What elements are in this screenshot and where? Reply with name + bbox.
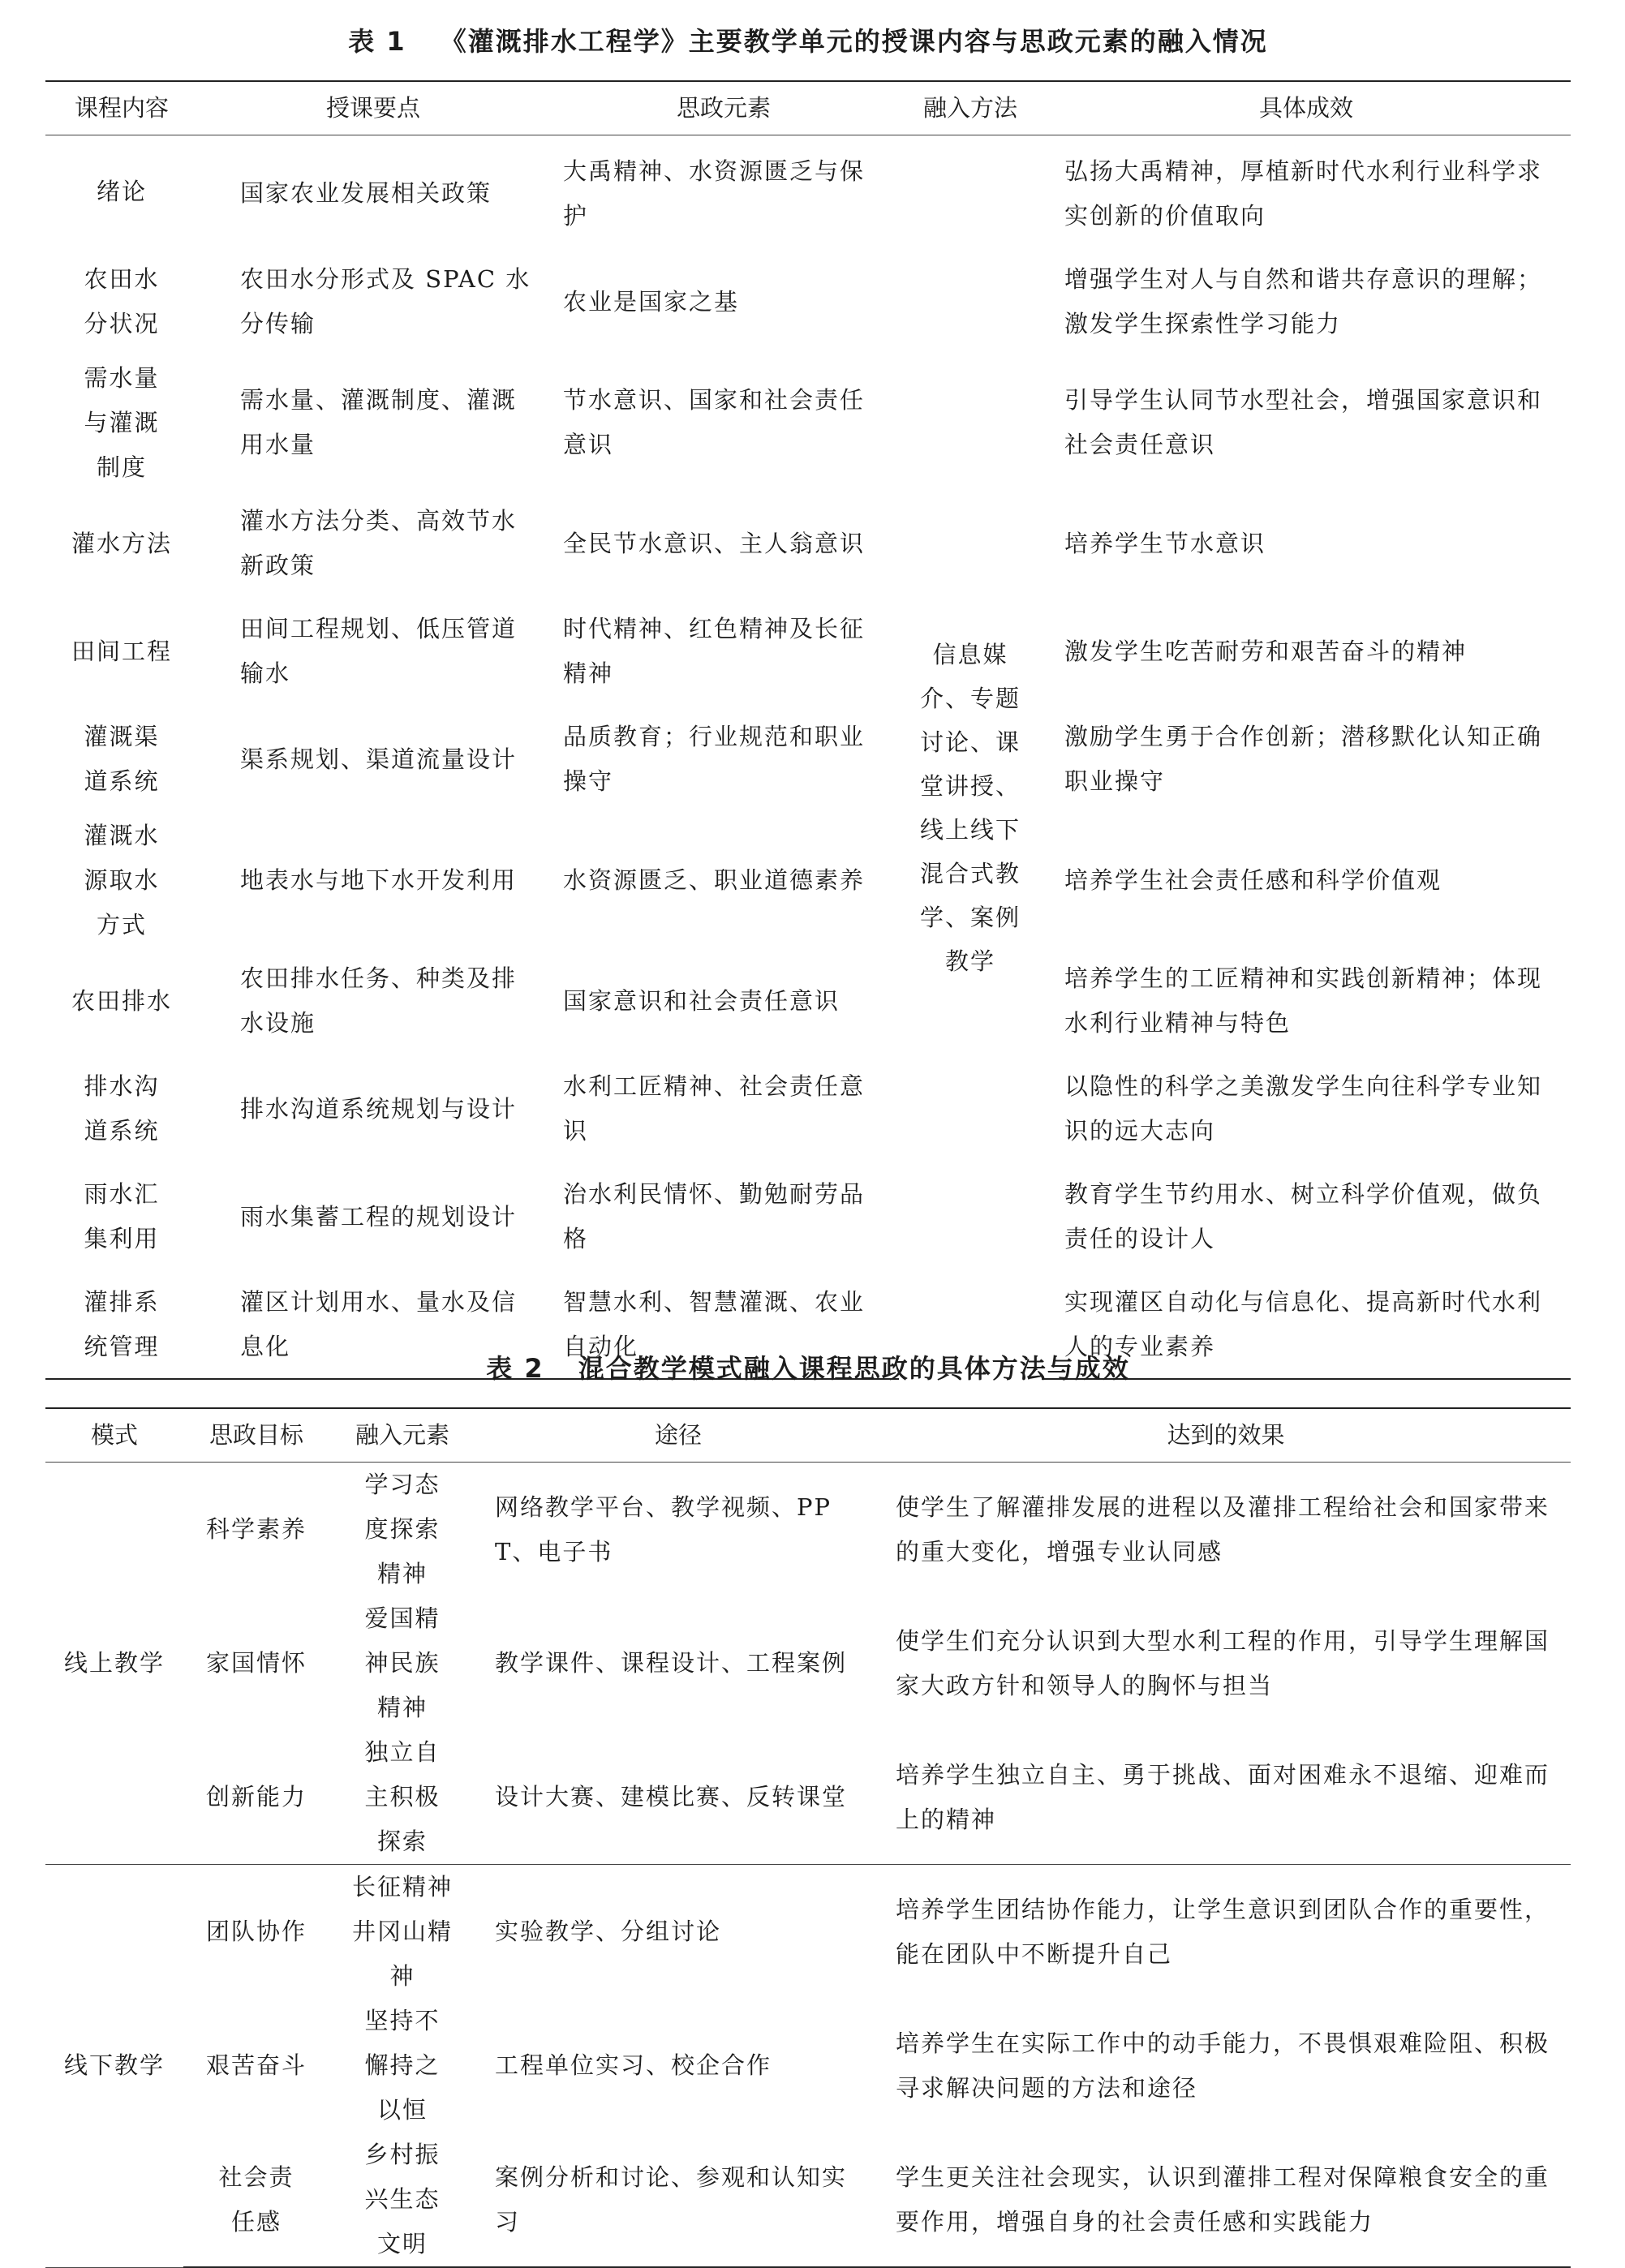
elements-cell: 品质教育；行业规范和职业操守: [563, 723, 866, 795]
table1-header-effect: 具体成效: [1042, 81, 1571, 135]
effect-cell: 培养学生独立自主、勇于挑战、面对困难永不退缩、迎难而上的精神: [881, 1730, 1571, 1865]
unit-cell: 灌水方法: [71, 529, 172, 557]
elements-cell: 智慧水利、智慧灌溉、农业自动化: [548, 1271, 899, 1379]
approach-cell: 网络教学平台、教学视频、PPT、电子书: [495, 1493, 832, 1566]
points-cell: 灌区计划用水、量水及信息化: [198, 1271, 548, 1379]
elements-cell: 水资源匮乏、职业道德素养: [563, 866, 866, 894]
effect-cell: 实现灌区自动化与信息化、提高新时代水利人的专业素养: [1042, 1271, 1571, 1379]
method-cell: [899, 135, 1042, 1379]
table2-header-mode: 模式: [45, 1408, 183, 1463]
unit-cell: 田间工程: [71, 637, 172, 665]
elements-cell: 国家意识和社会责任意识: [563, 986, 840, 1015]
table2: [45, 1407, 1571, 2268]
goal-cell: 科学素养: [205, 1515, 307, 1543]
elements-cell: 时代精神、红色精神及长征精神: [563, 615, 866, 687]
elements-cell: 治水利民情怀、勤勉耐劳品格: [563, 1180, 866, 1252]
table-row: [45, 356, 1571, 490]
elements-cell: 水利工匠精神、社会责任意识: [563, 1072, 866, 1145]
table2-header-goal: 思政目标: [183, 1408, 329, 1463]
table1-caption-text: 《灌溉排水工程学》主要教学单元的授课内容与思政元素的融入情况: [440, 26, 1268, 57]
table-row: [45, 1865, 1571, 2000]
effect-cell: 以隐性的科学之美激发学生向往科学专业知识的远大志向: [1064, 1072, 1543, 1145]
goal-cell: 创新能力: [183, 1730, 329, 1865]
table-row: [45, 1463, 1571, 1597]
unit-cell: 绪论: [96, 177, 147, 205]
table-row: [45, 1055, 1571, 1163]
points-cell: 渠系规划、渠道流量设计: [240, 745, 518, 773]
table-row: [45, 135, 1571, 248]
table2-header-effect: 达到的效果: [881, 1408, 1571, 1463]
points-cell: 农田排水任务、种类及排水设施: [240, 964, 518, 1037]
effect-cell: 激发学生吃苦耐劳和艰苦奋斗的精神: [1064, 637, 1468, 665]
elements-cell: 乡村振兴生态文明: [329, 2133, 475, 2267]
elements-cell: 农业是国家之基: [563, 287, 740, 316]
unit-cell: 灌溉水源取水方式: [84, 821, 160, 939]
table-row: [45, 2133, 1571, 2267]
table-row: [45, 1163, 1571, 1271]
points-cell: 地表水与地下水开发利用: [240, 866, 518, 894]
points-cell: 灌水方法分类、高效节水新政策: [240, 507, 518, 579]
goal-cell: 艰苦奋斗: [205, 2051, 307, 2079]
table2-caption-text: 混合教学模式融入课程思政的具体方法与成效: [578, 1353, 1130, 1384]
table-row: [45, 598, 1571, 706]
table-row: [45, 1999, 1571, 2133]
approach-cell: 教学课件、课程设计、工程案例: [495, 1649, 848, 1677]
table-row: [45, 1596, 1571, 1730]
effect-cell: 培养学生在实际工作中的动手能力，不畏惧艰难险阻、积极寻求解决问题的方法和途径: [896, 2029, 1550, 2102]
table-row: [45, 947, 1571, 1055]
points-cell: 国家农业发展相关政策: [240, 179, 492, 208]
points-cell: 雨水集蓄工程的规划设计: [240, 1202, 518, 1231]
points-cell: 排水沟道系统规划与设计: [240, 1094, 518, 1123]
elements-cell: 大禹精神、水资源匮乏与保护: [563, 157, 866, 230]
effect-cell: 引导学生认同节水型社会，增强国家意识和社会责任意识: [1064, 386, 1543, 458]
elements-cell: 爱国精神民族精神: [364, 1604, 441, 1721]
table1-caption-number: 表 1: [348, 26, 406, 57]
approach-cell: 工程单位实习、校企合作: [495, 2051, 772, 2079]
points-cell: 田间工程规划、低压管道输水: [240, 615, 518, 687]
effect-cell: 培养学生节水意识: [1064, 529, 1266, 557]
goal-cell: 团队协作: [205, 1918, 307, 1945]
goal-cell: 家国情怀: [205, 1649, 307, 1677]
mode-cell: 线下教学: [45, 1865, 183, 2268]
effect-cell: 使学生们充分认识到大型水利工程的作用，引导学生理解国家大政方针和领导人的胸怀与担当: [896, 1626, 1550, 1699]
table1: [45, 80, 1571, 1380]
unit-cell: 农田水分状况: [84, 265, 160, 337]
unit-cell: 雨水汇集利用: [84, 1180, 160, 1252]
points-cell: 农田水分形式及 SPAC 水分传输: [240, 265, 531, 337]
table-row: [45, 814, 1571, 947]
table2-header-row: [45, 1408, 1571, 1463]
unit-cell: 灌排系统管理: [45, 1271, 198, 1379]
effect-cell: 培养学生社会责任感和科学价值观: [1064, 866, 1442, 894]
elements-cell: 学习态度探索精神: [364, 1471, 441, 1587]
unit-cell: 农田排水: [71, 986, 172, 1015]
table1-header-points: 授课要点: [198, 81, 548, 135]
effect-cell: 增强学生对人与自然和谐共存意识的理解；激发学生探索性学习能力: [1064, 265, 1543, 337]
effect-cell: 教育学生节约用水、树立科学价值观，做负责任的设计人: [1064, 1180, 1543, 1252]
effect-cell: 弘扬大禹精神，厚植新时代水利行业科学求实创新的价值取向: [1064, 157, 1543, 230]
approach-cell: 实验教学、分组讨论: [495, 1918, 722, 1945]
approach-cell: 设计大赛、建模比赛、反转课堂: [475, 1730, 881, 1865]
elements-cell: 节水意识、国家和社会责任意识: [563, 386, 866, 458]
effect-cell: 使学生了解灌排发展的进程以及灌排工程给社会和国家带来的重大变化，增强专业认同感: [896, 1493, 1550, 1566]
goal-cell: 社会责任感: [183, 2133, 329, 2267]
unit-cell: 需水量与灌溉制度: [84, 363, 160, 481]
effect-cell: 培养学生的工匠精神和实践创新精神；体现水利行业精神与特色: [1064, 964, 1543, 1037]
table-row: [45, 490, 1571, 598]
elements-cell: 坚持不懈持之以恒: [364, 2007, 441, 2124]
table1-caption: [45, 25, 1571, 58]
unit-cell: 排水沟道系统: [84, 1072, 160, 1145]
table-row: [45, 1730, 1571, 1865]
method-text: 信息媒介、专题讨论、课堂讲授、线上线下混合式教学、案例教学: [919, 640, 1021, 975]
table2-caption: [45, 1352, 1571, 1385]
table1-header-row: [45, 81, 1571, 135]
unit-cell: 灌溉渠道系统: [84, 723, 160, 795]
table-row: [45, 248, 1571, 356]
table1-header-elements: 思政元素: [548, 81, 899, 135]
effect-cell: 培养学生团结协作能力，让学生意识到团队合作的重要性，能在团队中不断提升自己: [896, 1895, 1550, 1968]
elements-cell: 独立自主积极探索: [329, 1730, 475, 1865]
approach-cell: 案例分析和讨论、参观和认知实习: [475, 2133, 881, 2267]
mode-cell: 线上教学: [45, 1463, 183, 1865]
table1-header-method: 融入方法: [899, 81, 1042, 135]
table2-header-approach: 途径: [475, 1408, 881, 1463]
effect-cell: 学生更关注社会现实，认识到灌排工程对保障粮食安全的重要作用，增强自身的社会责任感和实践能力: [881, 2133, 1571, 2267]
table-row: [45, 706, 1571, 814]
table2-header-elements: 融入元素: [329, 1408, 475, 1463]
points-cell: 需水量、灌溉制度、灌溉用水量: [240, 386, 518, 458]
table2-caption-number: 表 2: [486, 1353, 544, 1384]
table1-header-unit: 课程内容: [45, 81, 198, 135]
elements-cell: 全民节水意识、主人翁意识: [563, 529, 866, 557]
effect-cell: 激励学生勇于合作创新；潜移默化认知正确职业操守: [1064, 723, 1543, 795]
elements-cell: 长征精神井冈山精神: [351, 1873, 453, 1990]
